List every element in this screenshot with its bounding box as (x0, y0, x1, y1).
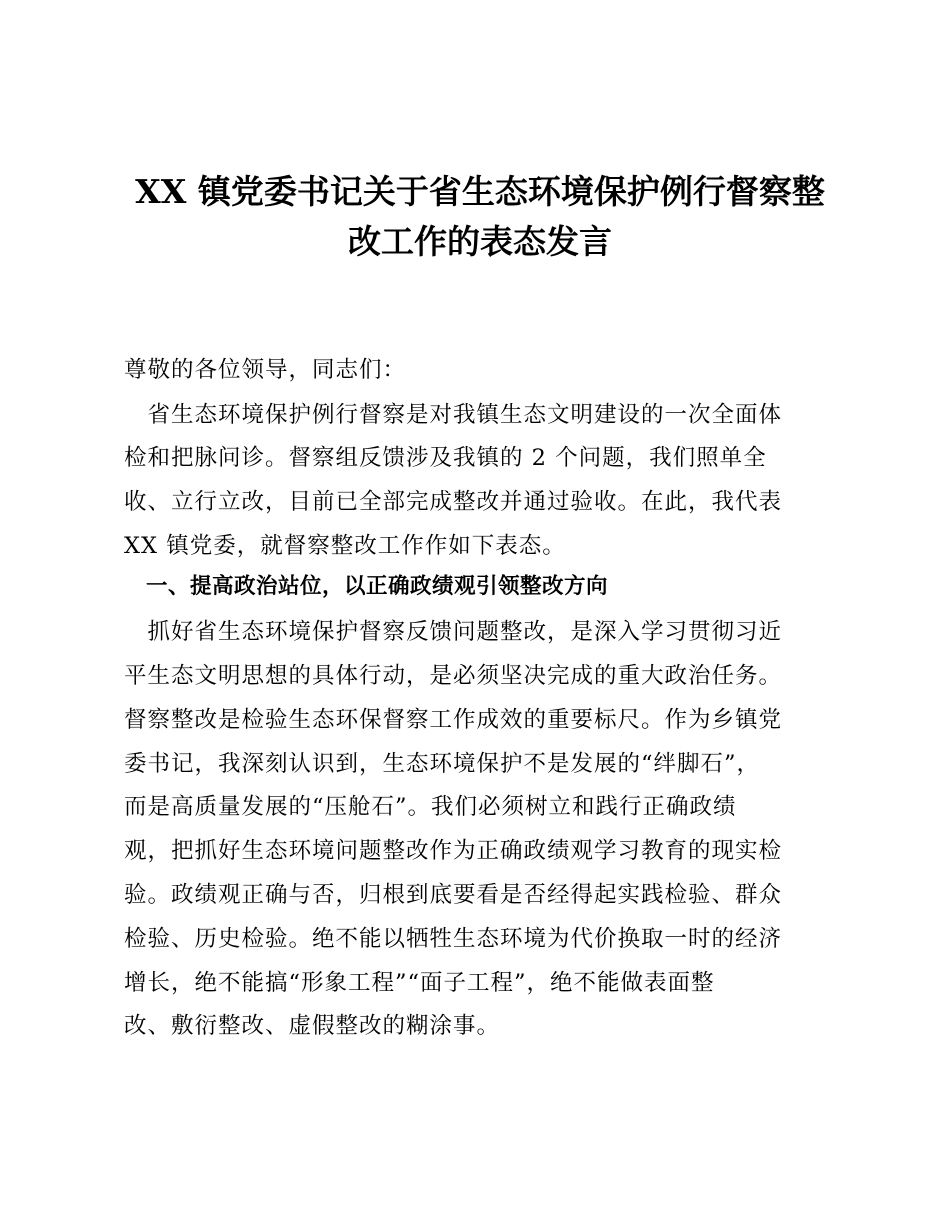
body-line: 平生态文明思想的具体行动，是必须坚决完成的重大政治任务。 (124, 663, 783, 689)
salutation: 尊敬的各位领导，同志们： (124, 357, 407, 383)
body-line: 省生态环境保护例行督察是对我镇生态文明建设的一次全面体 (124, 402, 783, 428)
body-line: 检验、历史检验。绝不能以牺牲生态环境为代价换取一时的经济 (124, 926, 783, 952)
body-line: 抓好省生态环境保护督察反馈问题整改，是深入学习贯彻习近 (124, 619, 783, 645)
body-line: 增长，绝不能搞“形象工程”“面子工程”，绝不能做表面整 (124, 970, 715, 996)
document-title-line-1: XX 镇党委书记关于省生态环境保护例行督察整 (135, 172, 825, 211)
body-line: 验。政绩观正确与否，归根到底要看是否经得起实践检验、群众 (124, 882, 783, 908)
body-line: 而是高质量发展的“压舱石”。我们必须树立和践行正确政绩 (124, 794, 737, 820)
document-title-line-2: 改工作的表态发言 (348, 222, 612, 261)
body-line: 改、敷衍整改、虚假整改的糊涂事。 (124, 1013, 501, 1039)
body-line: 督察整改是检验生态环保督察工作成效的重要标尺。作为乡镇党 (124, 707, 783, 733)
section-heading: 一、提高政治站位，以正确政绩观引领整改方向 (124, 574, 609, 599)
body-line: XX 镇党委，就督察整改工作作如下表态。 (124, 533, 566, 559)
body-line: 委书记，我深刻认识到，生态环境保护不是发展的“绊脚石”， (124, 751, 761, 777)
body-line: 观，把抓好生态环境问题整改作为正确政绩观学习教育的现实检 (124, 838, 783, 864)
body-line: 收、立行立改，目前已全部完成整改并通过验收。在此，我代表 (124, 489, 783, 515)
body-line: 检和把脉问诊。督察组反馈涉及我镇的 2 个问题，我们照单全 (124, 445, 767, 471)
